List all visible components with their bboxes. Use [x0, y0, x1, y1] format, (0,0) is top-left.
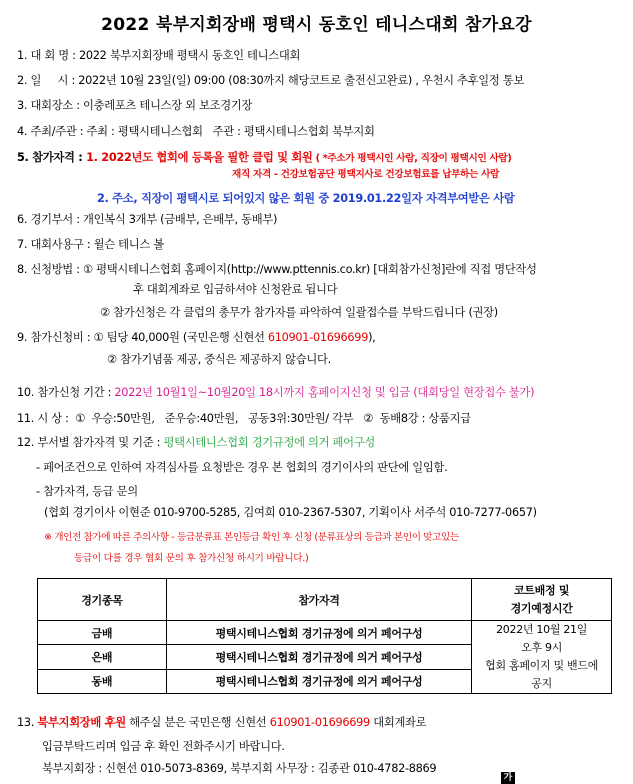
rules-label: 12. 부서별 참가자격 및 기준 :	[17, 436, 164, 449]
fee-label: 9. 참가신청비 : ① 팀당 40,000원 (국민은행 신현선	[17, 331, 268, 344]
item-venue: 3. 대회장소 : 이충레포츠 테니스장 외 보조경기장	[17, 99, 253, 112]
apply-method-line2: 후 대회계좌로 입금하셔야 신청완료 됩니다	[133, 283, 338, 296]
schedule-line2: 오후 9시	[521, 641, 563, 654]
rules-line-a: - 페어조건으로 인하여 자격심사를 요청받은 경우 본 협회의 경기이사의 판단에 일임함.	[36, 461, 448, 474]
rules-value: 평택시테니스협회 경기규정에 의거 페어구성	[163, 436, 375, 449]
sponsor-account: 610901-01696699	[269, 716, 370, 729]
table-row	[38, 621, 612, 645]
schedule-line1: 2022년 10월 21일	[496, 623, 588, 636]
item-sponsor	[17, 715, 426, 730]
header-schedule-line1: 코트배정 및	[514, 583, 570, 597]
eligibility-line3: 2. 주소, 직장이 평택시로 되어있지 않은 회원 중 2019.01.22일자 자격부여받은 사람	[97, 192, 515, 205]
item-event-name: 1. 대 회 명 : 2022 북부지회장배 평택시 동호인 테니스대회	[17, 49, 301, 62]
schedule-line4: 공지	[531, 677, 552, 690]
header-qualification: 참가자격	[166, 579, 471, 621]
apply-method-line3: ② 참가신청은 각 클럽의 총무가 참가자를 파악하여 일괄접수를 부탁드립니다 (권장)	[100, 306, 498, 319]
table-header-row	[38, 579, 612, 621]
fee-end: ),	[368, 331, 376, 344]
eligibility-label: 5. 참가자격 :	[17, 151, 87, 164]
item-fee	[17, 330, 375, 345]
sponsor-num: 13.	[17, 716, 38, 729]
row-qualification: 평택시테니스협회 경기규정에 의거 페어구성	[166, 621, 471, 645]
row-qualification: 평택시테니스협회 경기규정에 의거 페어구성	[166, 669, 471, 693]
row-qualification: 평택시테니스협회 경기규정에 의거 페어구성	[166, 645, 471, 669]
rules-caution-2: 등급이 다를 경우 협회 문의 후 참가신청 하시기 바랍니다.)	[74, 553, 309, 564]
header-schedule	[472, 579, 612, 621]
row-event: 금배	[38, 621, 167, 645]
sponsor-end: 대회계좌로	[369, 716, 427, 729]
row-event: 동배	[38, 669, 167, 693]
fee-account: 610901-01696699	[267, 331, 369, 344]
item-date: 2. 일 시 : 2022년 10월 23일(일) 09:00 (08:30까지 해당코트로 출전신고완료) , 우천시 추후일정 통보	[17, 74, 525, 87]
item-host: 4. 주최/주관 : 주최 : 평택시테니스협회 주관 : 평택시테니스협회 북부지회	[17, 125, 375, 138]
row-event: 은배	[38, 645, 167, 669]
rules-caution: ※ 개인전 참가에 따른 주의사항 - 등급분류표 본인등급 확인 후 신청 (분류표상의 등급과 본인이 맞고있는	[44, 532, 459, 543]
sponsor-contacts: 북부지회장 : 신현선 010-5073-8369, 북부지회 사무장 : 김종관 010-4782-8869	[42, 762, 437, 775]
division-table	[37, 578, 612, 694]
sponsor-text: 해주실 분은 국민은행 신현선	[125, 716, 270, 729]
fee-line2: ② 참가기념품 제공, 중식은 제공하지 않습니다.	[107, 353, 331, 366]
rules-contacts: (협회 경기이사 이현준 010-9700-5285, 김여희 010-2367-5307, 기획이사 서주석 010-7277-0657)	[44, 506, 537, 519]
schedule-cell	[472, 621, 612, 694]
sponsor-line2: 입금부탁드리며 입금 후 확인 전화주시기 바랍니다.	[42, 740, 285, 753]
schedule-line3: 협회 홈페이지 및 밴드에	[485, 659, 599, 672]
eligibility-line2: 재직 자격 - 건강보험공단 평택지사로 건강보험료를 납부하는 사람	[232, 169, 500, 180]
item-apply-period	[17, 385, 534, 400]
item-ball: 7. 대회사용구 : 윌슨 테니스 볼	[17, 238, 164, 251]
header-schedule-line2: 경기예정시간	[510, 601, 573, 615]
rules-line-b: - 참가자격, 등급 문의	[36, 485, 138, 498]
item-division-rules	[17, 435, 375, 450]
period-label: 10. 참가신청 기간 :	[17, 386, 115, 399]
item-eligibility	[17, 150, 511, 166]
page-badge: 가	[501, 772, 515, 784]
sponsor-label: 북부지회장배 후원	[37, 716, 126, 729]
header-event: 경기종목	[38, 579, 167, 621]
eligibility-main: 1. 2022년도 협회에 등록을 필한 클럽 및 회원	[86, 151, 313, 164]
item-apply-method: 8. 신청방법 : ① 평택시테니스협회 홈페이지(http://www.pttennis.co.kr) [대회참가신청]란에 직접 명단작성	[17, 263, 537, 276]
eligibility-note: ( *주소가 평택시인 사람, 직장이 평택시인 사람)	[312, 153, 512, 164]
page-title: 2022 북부지회장배 평택시 동호인 테니스대회 참가요강	[101, 15, 532, 35]
item-prizes: 11. 시 상 : ① 우승:50만원, 준우승:40만원, 공동3위:30만원/ 각부 ② 동배8강 : 상품지급	[17, 412, 471, 425]
item-divisions: 6. 경기부서 : 개인복식 3개부 (금배부, 은배부, 동배부)	[17, 213, 278, 226]
period-value: 2022년 10월1일~10월20일 18시까지 홈페이지신청 및 입금 (대회당일 현장접수 불가)	[114, 386, 535, 399]
